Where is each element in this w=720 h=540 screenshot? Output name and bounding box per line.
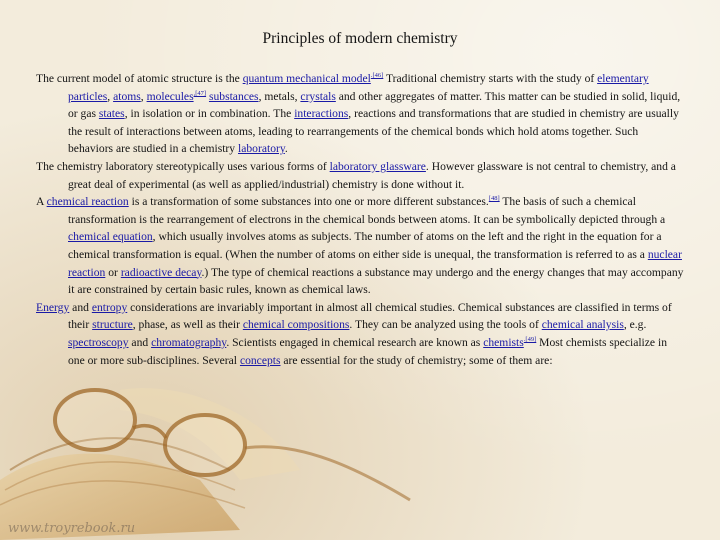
wiki-link[interactable]: entropy <box>91 300 128 314</box>
text-run: and <box>69 300 92 314</box>
wiki-link[interactable]: atoms <box>113 89 141 103</box>
text-run: , reactions and transformations that are studied in chemistry are usually the result of interactions between atoms, leading to rearrangements of the chemical bonds which hold atoms together. Such behaviors are studied in a chemistry <box>68 107 679 156</box>
text-run: , phase, as well as their <box>132 318 243 332</box>
wiki-link[interactable]: molecules <box>146 89 194 103</box>
citation-ref[interactable]: [48] <box>488 195 500 203</box>
article-body <box>36 70 684 369</box>
wiki-link[interactable]: structure <box>92 318 133 332</box>
wiki-link[interactable]: interactions <box>294 107 349 121</box>
wiki-link[interactable]: laboratory <box>238 142 285 156</box>
wiki-link[interactable]: laboratory glassware <box>329 159 426 173</box>
citation-ref[interactable]: .[46] <box>370 72 384 80</box>
wiki-link[interactable]: nuclear reaction <box>68 247 682 279</box>
paragraph-laboratory-glassware <box>36 158 684 193</box>
text-run: , in isolation or in combination. The <box>124 107 295 121</box>
wiki-link[interactable]: chemical analysis <box>541 318 624 332</box>
wiki-link[interactable]: chemists <box>483 335 524 349</box>
citation-ref[interactable]: .[49] <box>523 336 537 344</box>
text-run: , e.g. <box>623 318 647 332</box>
paragraph-energy-entropy <box>36 299 684 369</box>
text-run: , <box>107 89 114 103</box>
text-run: , metals, <box>258 89 301 103</box>
text-run: and other aggregates of matter. This matter can be studied in solid, liquid, or gas <box>68 89 681 121</box>
text-run: are essential for the study of chemistry; some of them are: <box>280 353 553 367</box>
wiki-link[interactable]: elementary particles <box>68 72 649 103</box>
citation-ref[interactable]: ,[47] <box>193 89 207 97</box>
wiki-link[interactable]: concepts <box>239 353 281 367</box>
text-run: Most chemists specialize in one or more sub-disciplines. Several <box>68 335 667 367</box>
text-run: A <box>36 195 47 209</box>
text-run: The chemistry laboratory stereotypically uses various forms of <box>36 159 330 173</box>
text-run: . Scientists engaged in chemical research are known as <box>226 335 484 349</box>
wiki-link[interactable]: chromatography <box>151 335 227 349</box>
wiki-link[interactable]: crystals <box>300 89 336 103</box>
wiki-link[interactable]: chemical compositions <box>242 318 350 332</box>
wiki-link[interactable]: chemical reaction <box>46 195 129 209</box>
text-run: . However glassware is not central to chemistry, and a great deal of experimental (as well as applied/industrial) chemistry is done without it. <box>68 159 676 191</box>
page-title: Principles of modern chemistry <box>262 30 458 47</box>
wiki-link[interactable]: spectroscopy <box>68 335 129 349</box>
text-run: , <box>140 89 147 103</box>
text-run: is a transformation of some substances into one or more different substances. <box>128 195 489 209</box>
paragraph-chemical-reaction <box>36 193 684 299</box>
paragraph-atomic-structure <box>36 70 684 158</box>
site-watermark: www.troyrebook.ru <box>8 521 136 536</box>
text-run: . <box>284 142 288 156</box>
text-run: .) The type of chemical reactions a substance may undergo and the energy changes that may accompany it are constrained by certain basic rules, known as chemical laws. <box>68 265 684 297</box>
text-run: or <box>105 265 121 279</box>
text-run: The basis of such a chemical transformation is the rearrangement of electrons in the chemical bonds between atoms. It can be symbolically depicted through a <box>68 195 666 226</box>
wiki-link[interactable]: radioactive decay <box>120 265 202 279</box>
wiki-link[interactable]: states <box>98 107 125 121</box>
text-run: . They can be analyzed using the tools of <box>349 318 542 332</box>
text-run: considerations are invariably important in almost all chemical studies. Chemical substances are classified in terms of their <box>68 300 672 332</box>
text-run: Traditional chemistry starts with the study of <box>383 72 598 85</box>
wiki-link[interactable]: Energy <box>36 300 70 314</box>
wiki-link[interactable]: quantum mechanical model <box>242 72 371 85</box>
text-run: and <box>128 335 152 349</box>
wiki-link[interactable]: substances <box>208 89 259 103</box>
text-run: , which usually involves atoms as subjects. The number of atoms on the left and the right in the equation for a chemical transformation is equal. (When the number of atoms on either side is unequal, the transformation is referred to as a <box>68 230 662 261</box>
wiki-link[interactable]: chemical equation <box>68 230 153 244</box>
text-run: The current model of atomic structure is the <box>36 72 243 85</box>
